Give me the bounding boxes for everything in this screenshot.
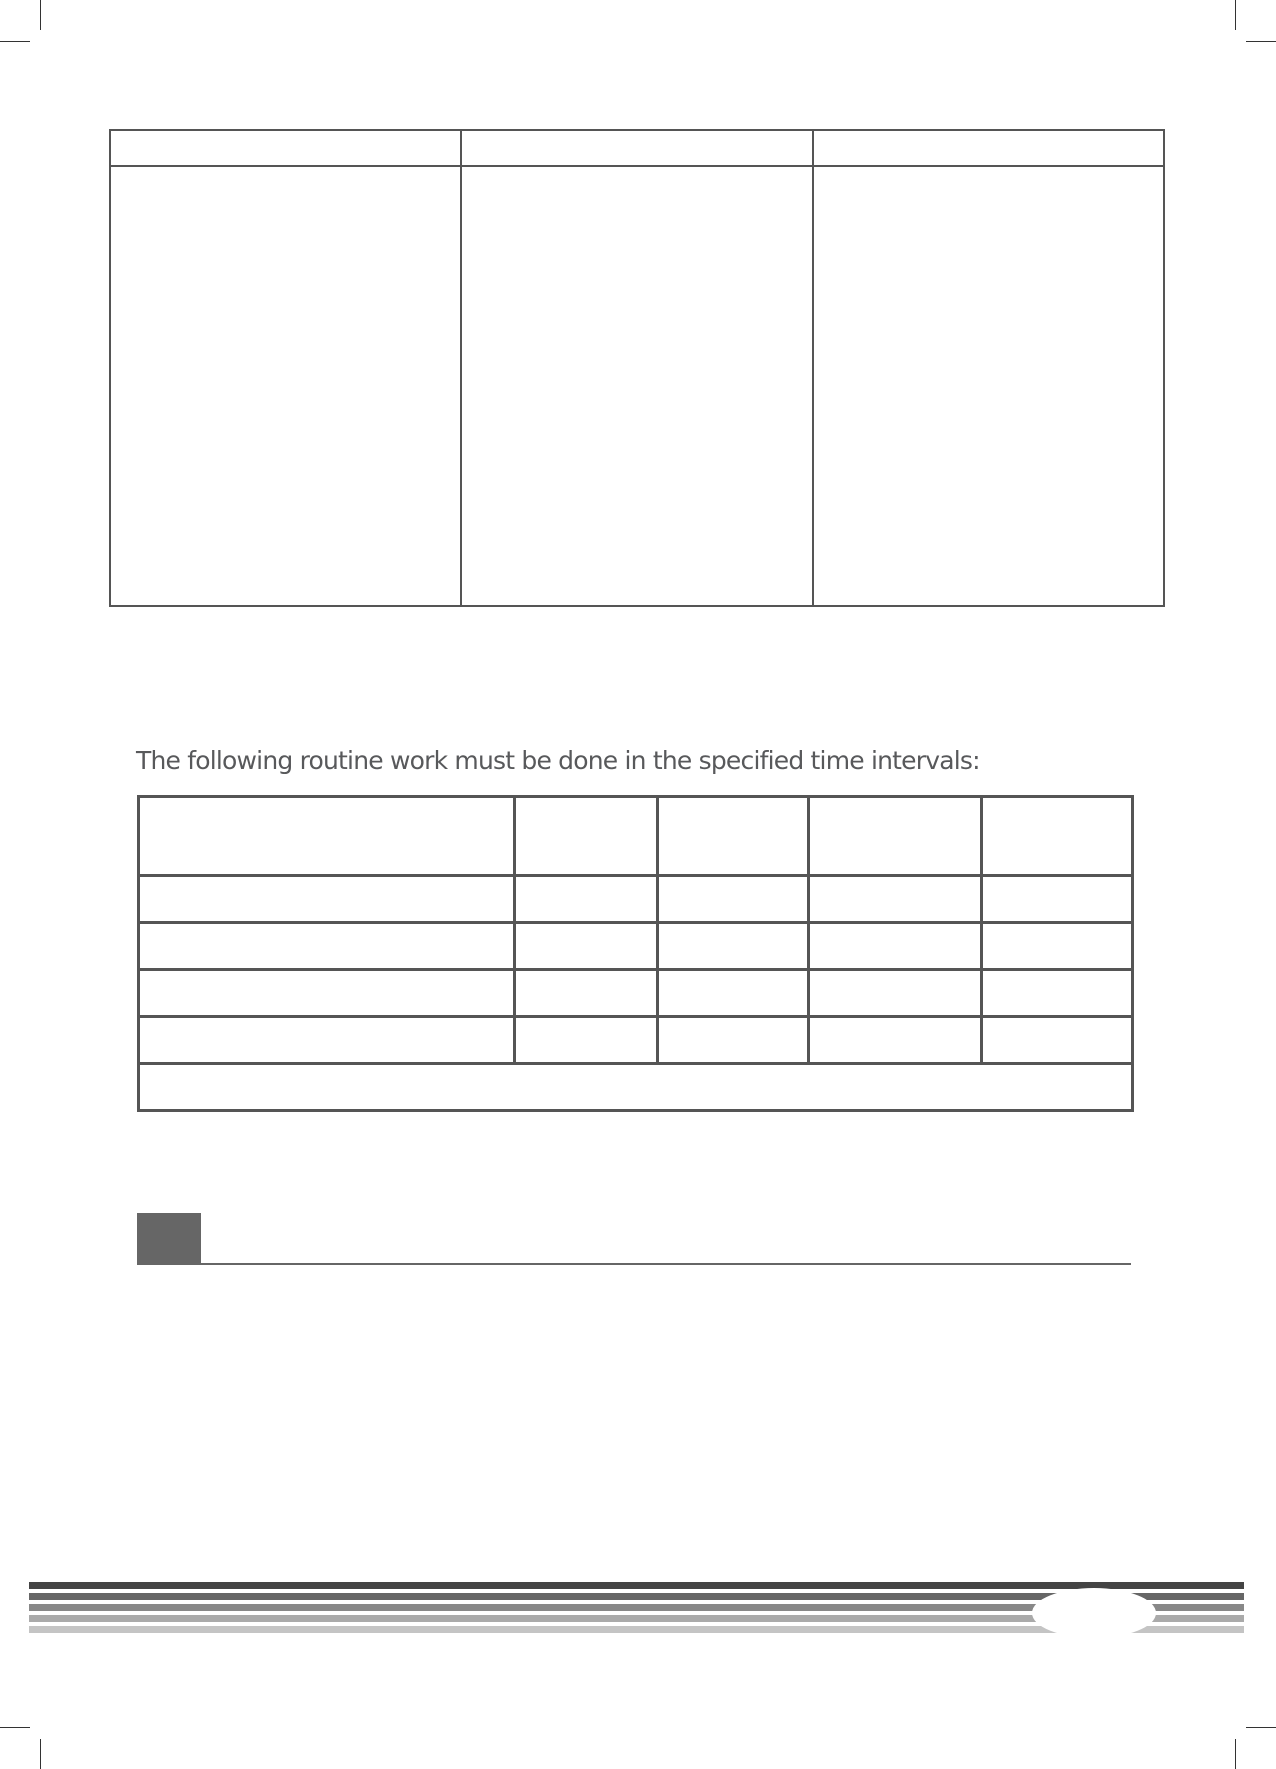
crop-mark-bottom-right-horizontal [1246, 1727, 1276, 1728]
maintenance-cell [982, 969, 1133, 1016]
section-number-marker [137, 1213, 201, 1264]
troubleshooting-header-cell [110, 130, 461, 166]
maintenance-table-row [139, 875, 1133, 922]
maintenance-cell [982, 922, 1133, 969]
maintenance-table-footer-row [139, 1063, 1133, 1110]
maintenance-cell [809, 922, 982, 969]
maintenance-cell [515, 969, 658, 1016]
maintenance-intro-text: The following routine work must be done in the specified time intervals: [136, 746, 980, 775]
crop-mark-bottom-left-vertical [40, 1739, 41, 1769]
maintenance-cell [139, 969, 515, 1016]
maintenance-cell [809, 875, 982, 922]
crop-mark-top-left-vertical [40, 0, 41, 30]
maintenance-header-cell [139, 797, 515, 876]
maintenance-header-cell [982, 797, 1133, 876]
maintenance-cell [982, 1016, 1133, 1063]
maintenance-cell [658, 875, 809, 922]
section-heading-rule [137, 1263, 1131, 1265]
maintenance-cell [809, 969, 982, 1016]
troubleshooting-body-cell [813, 166, 1164, 606]
crop-mark-bottom-right-vertical [1235, 1739, 1236, 1769]
maintenance-cell [515, 1016, 658, 1063]
troubleshooting-table-body-row [110, 166, 1164, 606]
troubleshooting-header-cell [813, 130, 1164, 166]
footer-stripe [29, 1582, 1244, 1589]
crop-mark-top-right-horizontal [1246, 41, 1276, 42]
crop-mark-top-left-horizontal [0, 41, 30, 42]
maintenance-header-cell [515, 797, 658, 876]
maintenance-cell [139, 1016, 515, 1063]
troubleshooting-body-cell [461, 166, 812, 606]
maintenance-cell [658, 922, 809, 969]
troubleshooting-table-header-row [110, 130, 1164, 166]
maintenance-header-cell [809, 797, 982, 876]
page-number-oval [1032, 1588, 1156, 1638]
maintenance-cell [515, 922, 658, 969]
maintenance-footer-cell [139, 1063, 1133, 1110]
maintenance-cell [982, 875, 1133, 922]
maintenance-cell [515, 875, 658, 922]
maintenance-cell [139, 922, 515, 969]
maintenance-cell [658, 969, 809, 1016]
maintenance-cell [139, 875, 515, 922]
maintenance-schedule-table [137, 795, 1134, 1112]
maintenance-cell [658, 1016, 809, 1063]
crop-mark-top-right-vertical [1235, 0, 1236, 30]
troubleshooting-table [109, 129, 1165, 607]
maintenance-table-row [139, 969, 1133, 1016]
footer-stripes [29, 1582, 1244, 1642]
troubleshooting-header-cell [461, 130, 812, 166]
crop-mark-bottom-left-horizontal [0, 1727, 30, 1728]
maintenance-table-row [139, 922, 1133, 969]
maintenance-table-header-row [139, 797, 1133, 876]
troubleshooting-body-cell [110, 166, 461, 606]
maintenance-header-cell [658, 797, 809, 876]
maintenance-table-row [139, 1016, 1133, 1063]
maintenance-cell [809, 1016, 982, 1063]
